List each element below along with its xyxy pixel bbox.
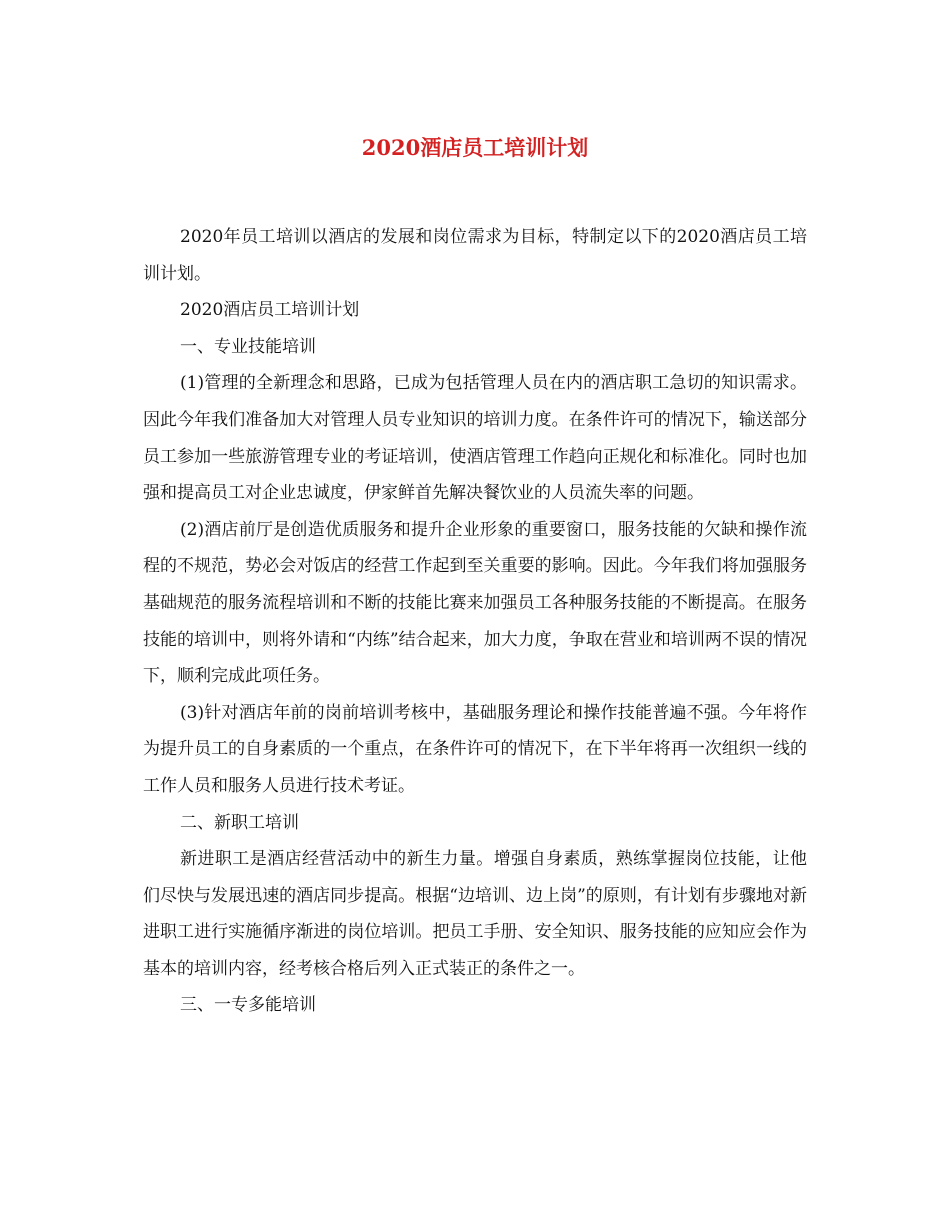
item-paragraph-3: (3)针对酒店年前的岗前培训考核中，基础服务理论和操作技能普遍不强。今年将作为提升员工的自身素质的一个重点，在条件许可的情况下，在下半年将再一次组织一线的工作人员和服务人员进行技术考证。 bbox=[143, 702, 807, 796]
item-paragraph-2: (2)酒店前厅是创造优质服务和提升企业形象的重要窗口，服务技能的欠缺和操作流程的不规范，势必会对饭店的经营工作起到至关重要的影响。因此。今年我们将加强服务基础规范的服务流程培训和不断的技能比赛来加强员工各种服务技能的不断提高。在服务技能的培训中，则将外请和“内练”结合起来，加大力度，争取在营业和培训两不误的情况下，顺利完成此项任务。 bbox=[143, 519, 807, 687]
document-body bbox=[143, 219, 807, 1024]
item-paragraph-1: (1)管理的全新理念和思路，已成为包括管理人员在内的酒店职工急切的知识需求。因此今年我们准备加大对管理人员专业知识的培训力度。在条件许可的情况下，输送部分员工参加一些旅游管理专业的考证培训，使酒店管理工作趋向正规化和标准化。同时也加强和提高员工对企业忠诚度，伊家鲜首先解决餐饮业的人员流失率的问题。 bbox=[143, 373, 807, 504]
plan-heading: 2020酒店员工培训计划 bbox=[180, 300, 360, 321]
document-title: 2020酒店员工培训计划 bbox=[361, 135, 589, 160]
intro-paragraph: 2020年员工培训以酒店的发展和岗位需求为目标，特制定以下的2020酒店员工培训计划。 bbox=[143, 227, 807, 284]
new-staff-paragraph: 新进职工是酒店经营活动中的新生力量。增强自身素质，熟练掌握岗位技能，让他们尽快与发展迅速的酒店同步提高。根据“边培训、边上岗”的原则，有计划有步骤地对新进职工进行实施循序渐进的岗位培训。把员工手册、安全知识、服务技能的应知应会作为基本的培训内容，经考核合格后列入正式装正的条件之一。 bbox=[143, 849, 807, 979]
section-heading-1: 一、专业技能培训 bbox=[180, 336, 316, 357]
section-heading-2: 二、新职工培训 bbox=[180, 812, 299, 833]
section-heading-3: 三、一专多能培训 bbox=[180, 995, 316, 1016]
